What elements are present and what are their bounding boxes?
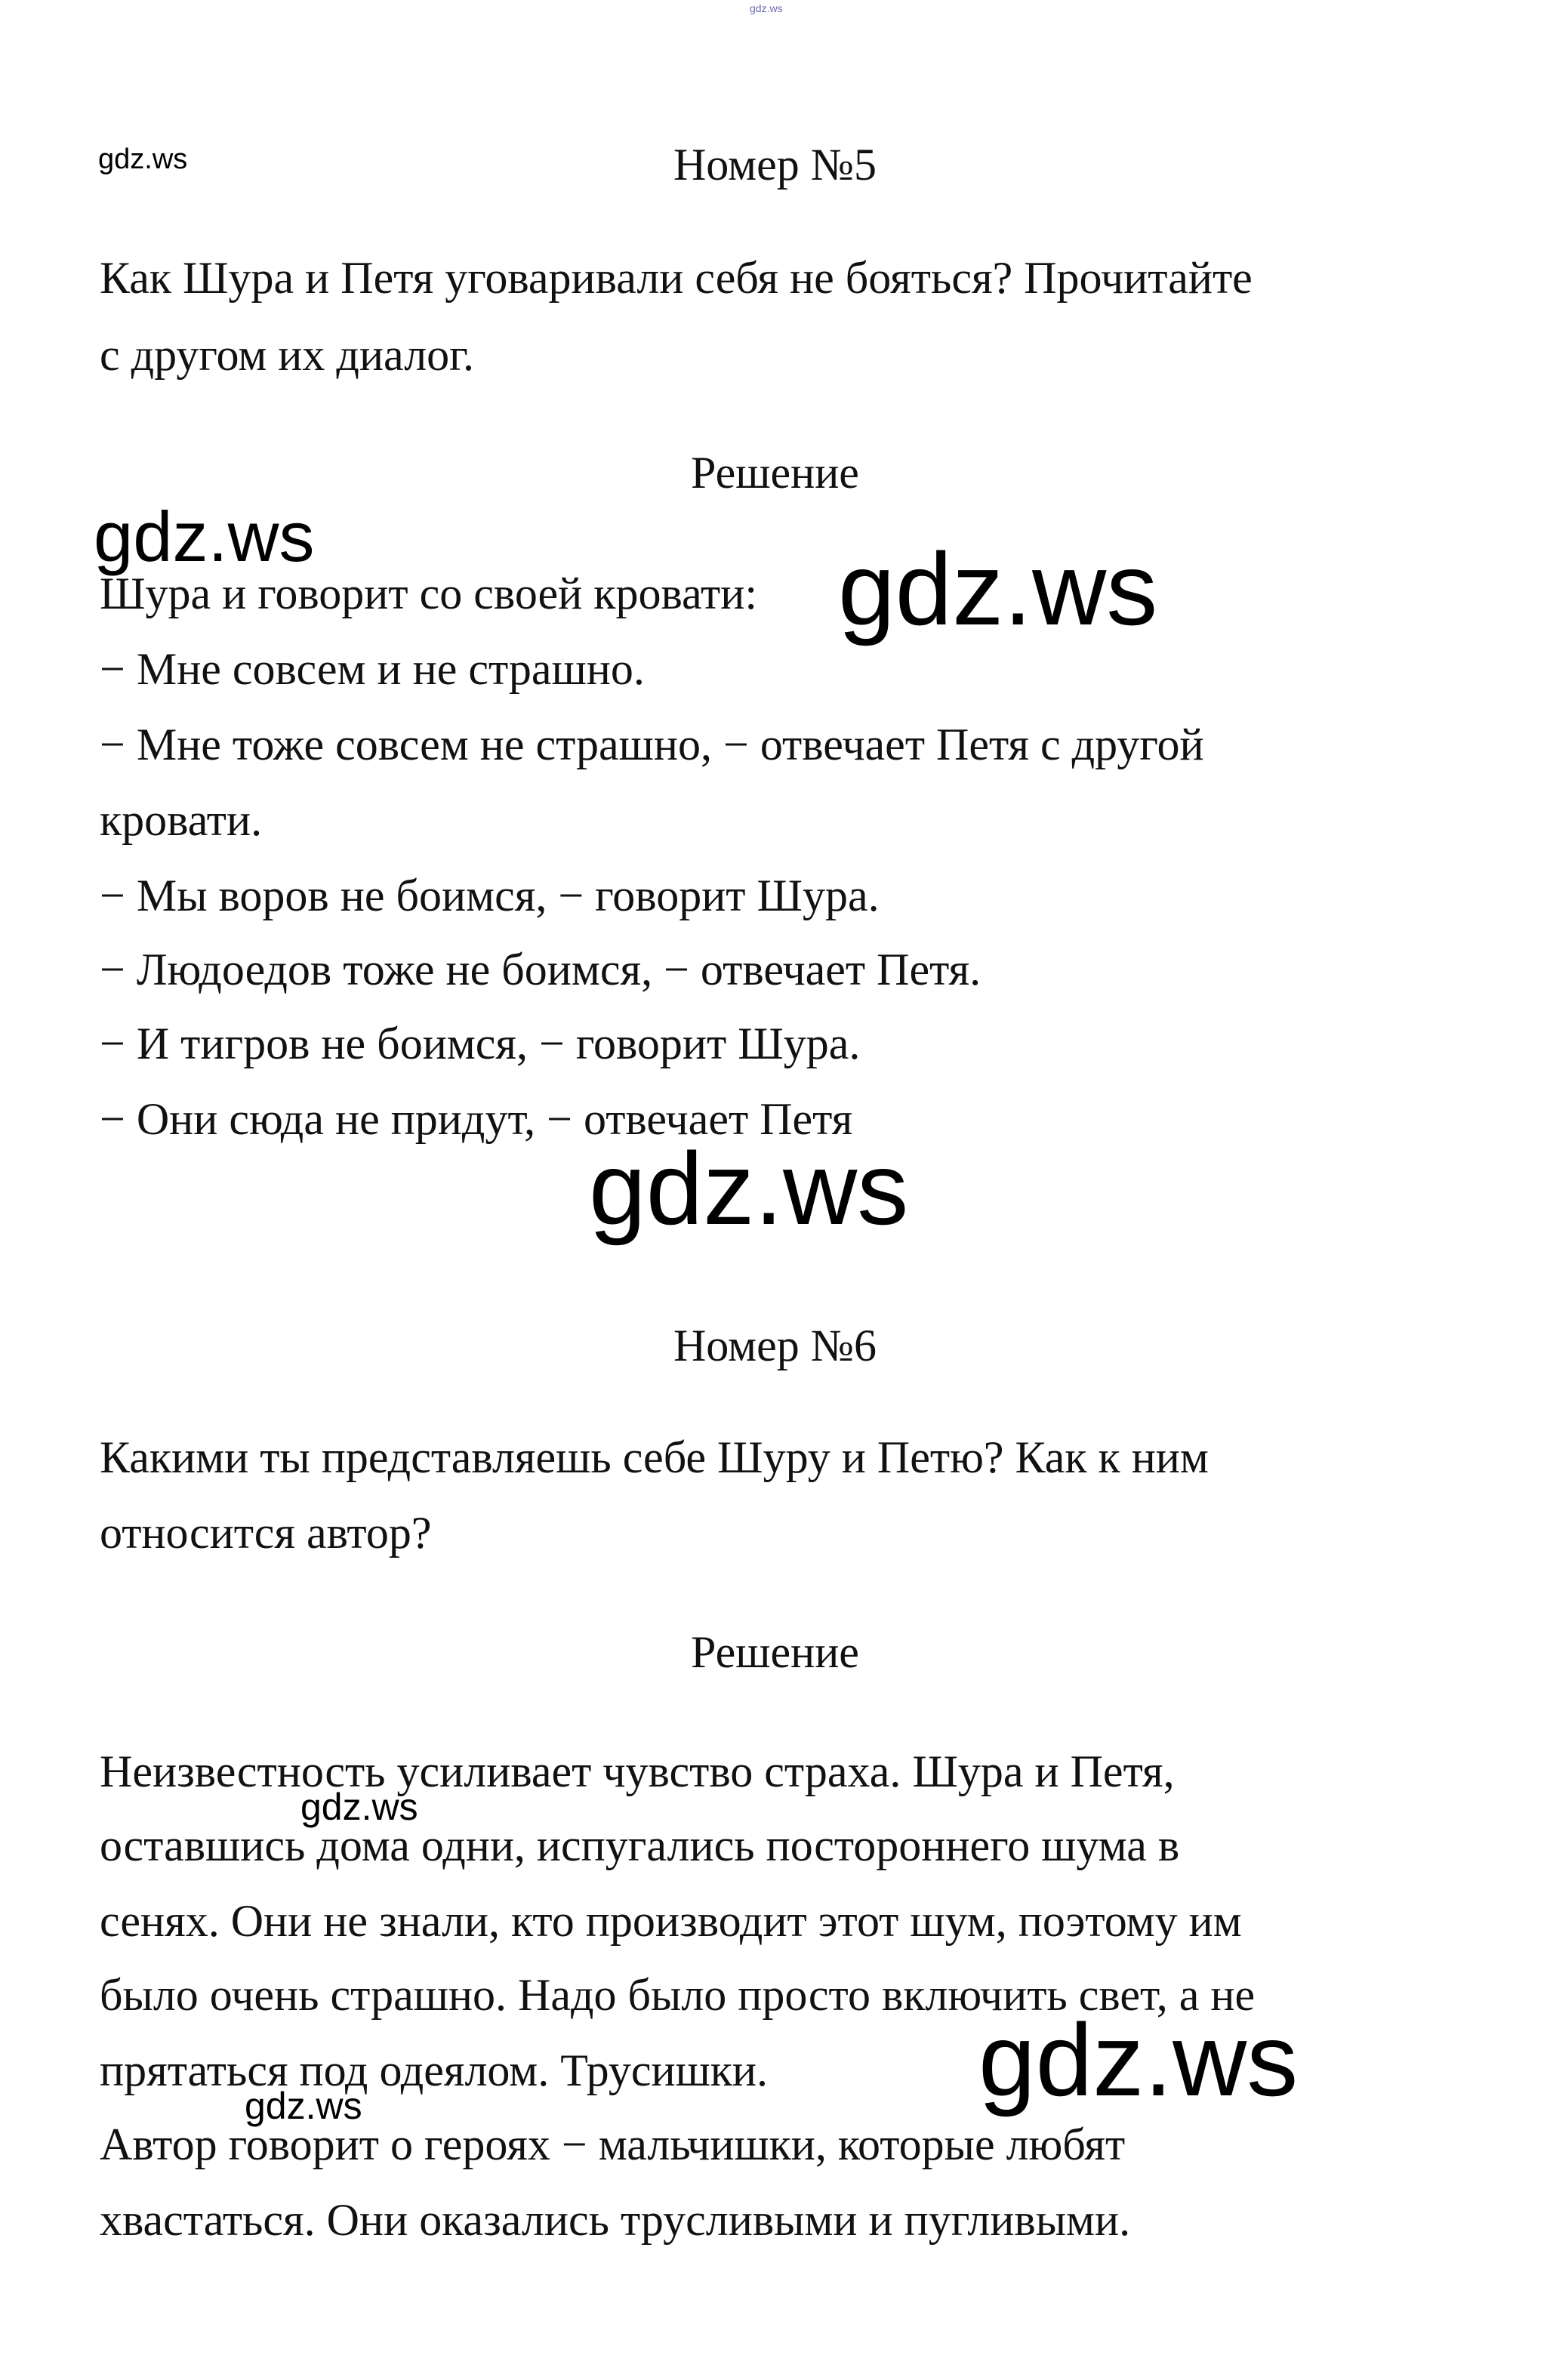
watermark-task5-left: gdz.ws	[94, 497, 315, 576]
task6-answer-line-7: хвастаться. Они оказались трусливыми и пугливыми.	[100, 2195, 1131, 2245]
task5-answer-line-1: Шура и говорит со своей кровати:	[100, 569, 758, 618]
task5-answer-line-2: − Мне совсем и не страшно.	[100, 644, 645, 694]
task6-answer-line-2: оставшись дома одни, испугались постороннего шума в	[100, 1820, 1180, 1870]
task6-question-line-1: Какими ты представляешь себе Шуру и Петю? Как к ним	[100, 1432, 1209, 1482]
task5-question-line-2: с другом их диалог.	[100, 330, 474, 380]
task5-answer-line-5: − Мы воров не боимся, − говорит Шура.	[100, 871, 880, 920]
task5-answer-line-8: − Они сюда не придут, − отвечает Петя	[100, 1094, 853, 1144]
task6-heading: Номер №6	[673, 1321, 877, 1370]
watermark-task6-inline-1: gdz.ws	[300, 1786, 418, 1828]
watermark-task6-right: gdz.ws	[978, 2002, 1299, 2117]
task5-solution-heading: Решение	[691, 448, 859, 498]
task5-heading: Номер №5	[673, 140, 877, 190]
task5-answer-line-6: − Людоедов тоже не боимся, − отвечает Петя.	[100, 945, 981, 994]
watermark-task6-inline-2: gdz.ws	[245, 2085, 362, 2127]
task6-answer-line-1: Неизвестность усиливает чувство страха. Шура и Петя,	[100, 1746, 1175, 1796]
watermark-top-left: gdz.ws	[98, 143, 188, 175]
task5-answer-line-3: − Мне тоже совсем не страшно, − отвечает Петя с другой	[100, 720, 1204, 769]
watermark-task5-right: gdz.ws	[838, 532, 1158, 646]
task5-answer-line-7: − И тигров не боимся, − говорит Шура.	[100, 1019, 861, 1068]
task6-solution-heading: Решение	[691, 1627, 859, 1677]
header-watermark: gdz.ws	[750, 2, 783, 14]
task6-answer-line-5: прятаться под одеялом. Трусишки.	[100, 2046, 769, 2095]
task6-answer-line-3: сенях. Они не знали, кто производит этот шум, поэтому им	[100, 1896, 1242, 1946]
watermark-task5-bottom: gdz.ws	[589, 1131, 909, 1246]
task5-question-line-1: Как Шура и Петя уговаривали себя не бояться? Прочитайте	[100, 253, 1253, 303]
task5-answer-line-4: кровати.	[100, 795, 263, 845]
task6-answer-line-4: было очень страшно. Надо было просто включить свет, а не	[100, 1970, 1256, 2020]
task6-answer-line-6: Автор говорит о героях − мальчишки, которые любят	[100, 2119, 1126, 2169]
task6-question-line-2: относится автор?	[100, 1508, 432, 1558]
